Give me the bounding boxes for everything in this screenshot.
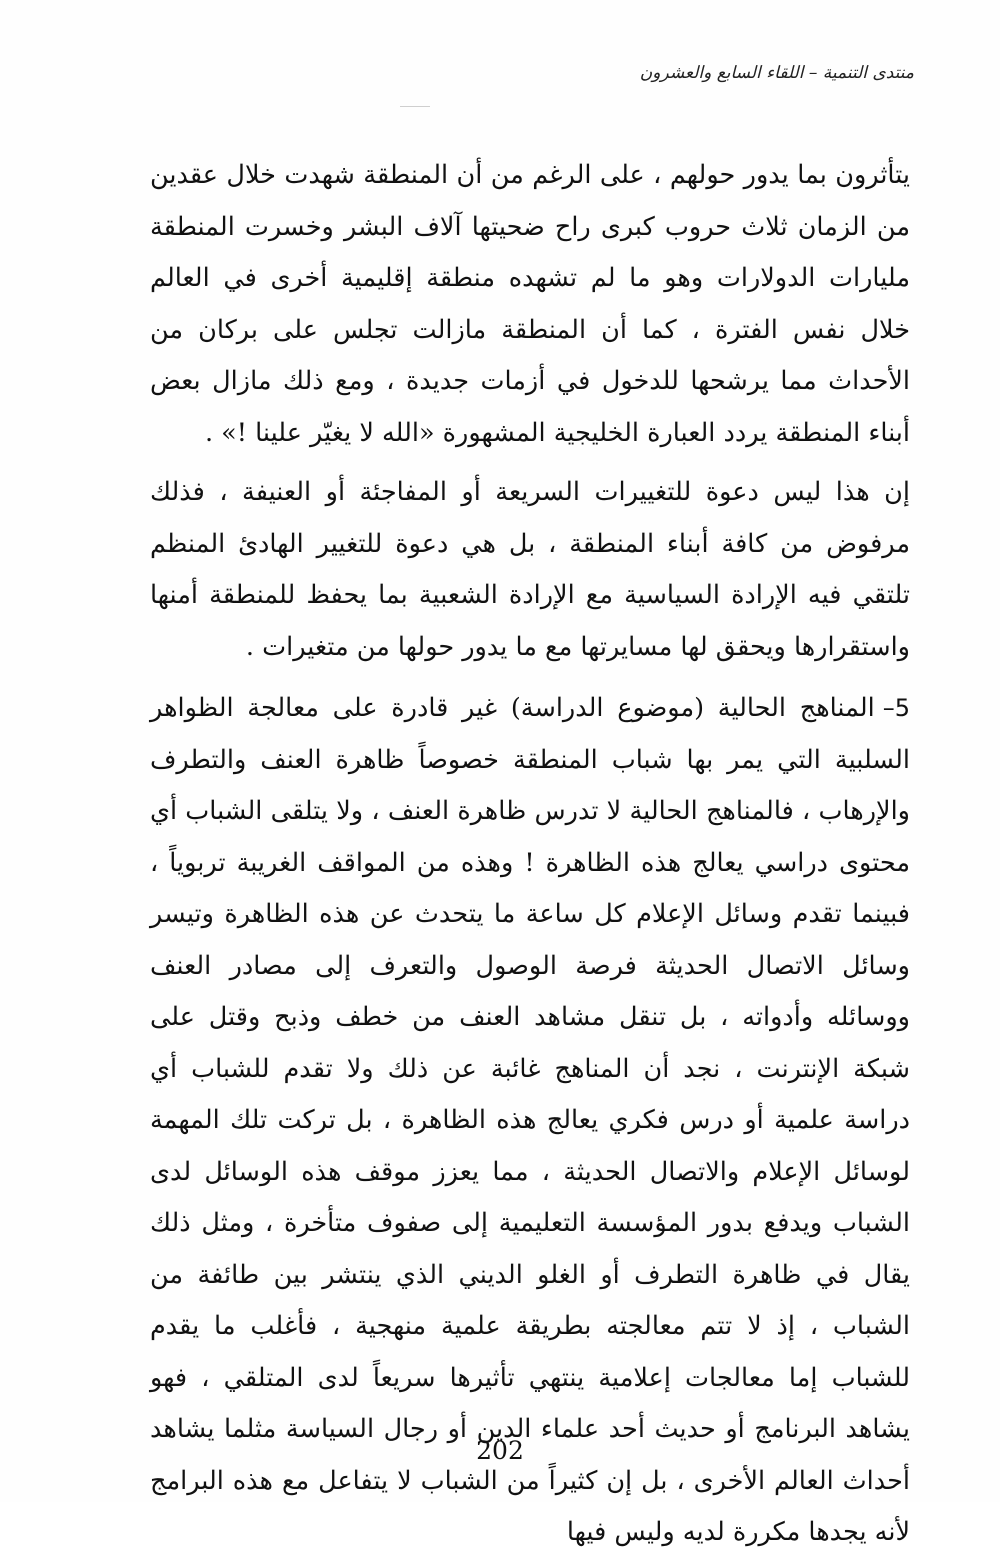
paragraph-2: إن هذا ليس دعوة للتغييرات السريعة أو المفاجئة أو العنيفة ، فذلك مرفوض من كافة أبناء المنطقة ، بل هي دعوة للتغيير الهادئ المنظم تلتقي فيه الإرادة السياسية مع الإرادة الشعبية بما يحفظ للمنطقة أمنها واستقرارها ويحقق لها مسايرتها مع ما يدور حولها من متغيرات .: [150, 477, 910, 662]
item-5-text: المناهج الحالية (موضوع الدراسة) غير قادرة على معالجة الظواهر السلبية التي يمر بها شباب المنطقة خصوصاً ظاهرة العنف والتطرف والإرهاب ، فالمناهج الحالية لا تدرس ظاهرة العنف ، ولا يتلقى الشباب أي محتوى دراسي يعالج هذه الظاهرة ! وهذه من المواقف الغريبة تربوياً ، فبينما تقدم وسائل الإعلام كل ساعة ما يتحدث عن هذه الظاهرة وتيسر وسائل الاتصال الحديثة فرصة الوصول والتعرف إلى مصادر العنف ووسائله وأدواته ، بل تنقل مشاهد العنف من خطف وذبح وقتل على شبكة الإنترنت ، نجد أن المناهج غائبة عن ذلك ولا تقدم للشباب أي دراسة علمية أو درس فكري يعالج هذه الظاهرة ، بل تركت تلك المهمة لوسائل الإعلام والاتصال الحديثة ، مما يعزز موقف هذه الوسائل لدى الشباب ويدفع بدور المؤسسة التعليمية إلى صفوف متأخرة ، ومثل ذلك يقال في ظاهرة التطرف أو الغلو الديني الذي ينتشر بين طائفة من الشباب ، إذ لا تتم معالجته بطريقة علمية منهجية ، فأغلب ما يقدم للشباب إما معالجات إعلامية ينتهي تأثيرها سريعاً لدى المتلقي ، فهو يشاهد البرنامج أو حديث أحد علماء الدين أو رجال السياسة مثلما يشاهد أحداث العالم الأخرى ، بل إن كثيراً من الشباب لا يتفاعل مع هذه البرامج لأنه يجدها مكررة لديه وليس فيها: [150, 693, 910, 1547]
paragraph-1: يتأثرون بما يدور حولهم ، على الرغم من أن المنطقة شهدت خلال عقدين من الزمان ثلاث حروب كبرى راح ضحيتها آلاف البشر وخسرت المنطقة مليارات الدولارات وهو ما لم تشهده منطقة إقليمية أخرى في العالم خلال نفس الفترة ، كما أن المنطقة مازالت تجلس على بركان من الأحداث مما يرشحها للدخول في أزمات جديدة ، ومع ذلك مازال بعض أبناء المنطقة يردد العبارة الخليجية المشهورة «الله لا يغيّر علينا !» .: [150, 160, 910, 448]
header-divider: [400, 106, 430, 107]
running-header: منتدى التنمية – اللقاء السابع والعشرون: [639, 63, 914, 83]
page-number: 202: [476, 1436, 524, 1465]
item-number: 5–: [882, 694, 910, 722]
body-text: [150, 150, 910, 1559]
numbered-item-5: [150, 683, 910, 1559]
